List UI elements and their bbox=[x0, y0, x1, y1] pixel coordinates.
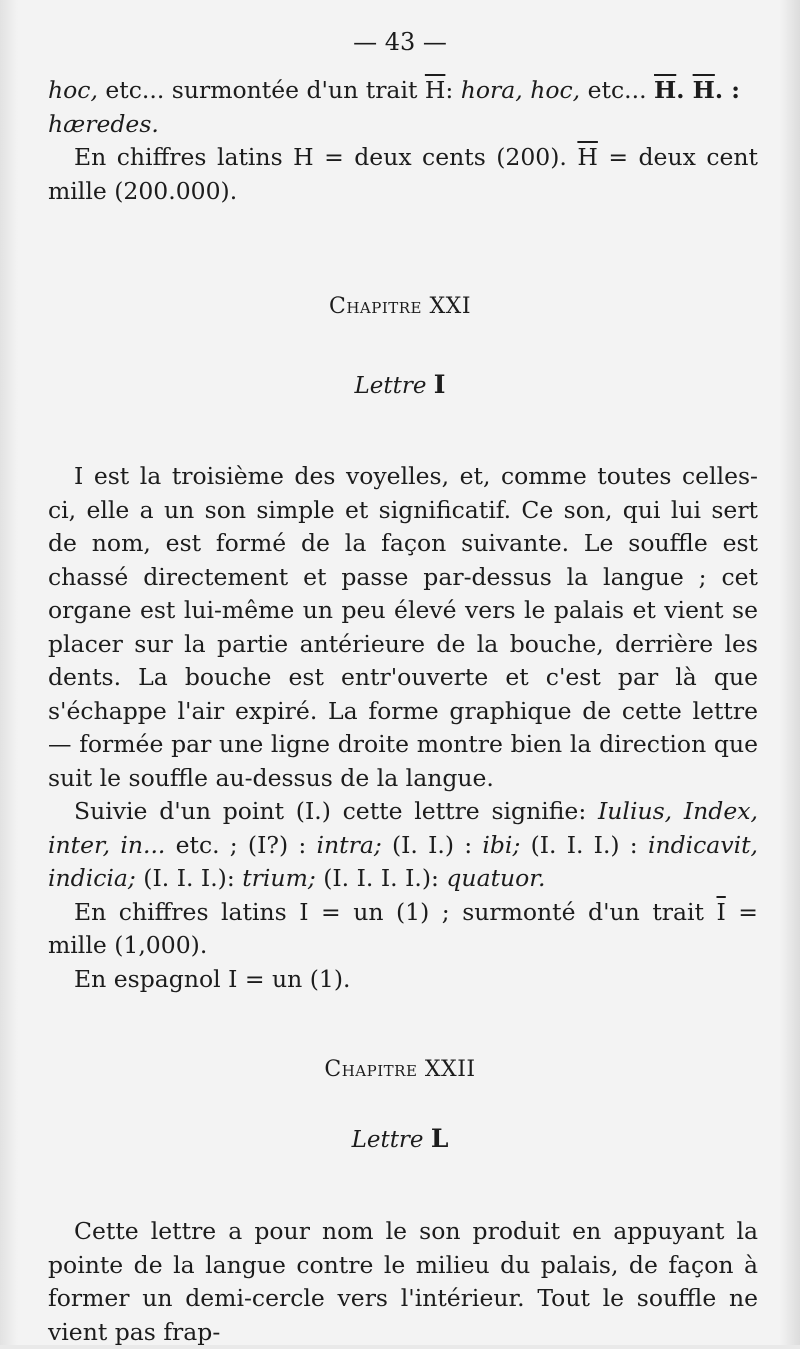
paragraph-h-continuation: hoc, etc... surmontée d'un trait $\overline{H}$: hora, hoc, etc... $\overline{H}$. $\overline{H}$. : hæredes. bbox=[48, 76, 740, 138]
paragraph-i-description: I est la troisième des voyelles, et, comme toutes celles-ci, elle a un son simple et significatif. Ce son, qui lui sert de nom, est formé de la façon suivante. Le souffle est chassé directement et passe par-dessus la langue ; cet organe est lui-même un peu élevé vers le palais et vient se placer sur la partie antérieure de la bouche, derrière les dents. La bouche est entr'ouverte et c'est par là que s'échappe l'air expiré. La forme graphique de cette lettre — formée par une ligne droite montre bien la direction que suit le souffle au-dessus de la langue. bbox=[48, 462, 758, 792]
chapter-heading-xxi: Chapitre XXI bbox=[328, 294, 472, 319]
paragraph-i-abbreviations: Suivie d'un point (I.) cette lettre signifie: Iulius, Index, inter, in... etc. ; (I?) : intra; (I. I.) : ibi; (I. I. I.) : indicavit, indicia; (I. I. I.): trium; (I. I. I. I.): quatuor. bbox=[48, 797, 759, 892]
section-letter-l bbox=[48, 1215, 758, 1349]
section-h-end bbox=[48, 74, 758, 208]
paragraph-i-numerals: En chiffres latins I = un (1) ; surmonté d'un trait $\overline{I}$ = mille (1,000). bbox=[48, 897, 758, 959]
page-number: — 43 — bbox=[353, 28, 447, 56]
letter-heading-i: Lettre I bbox=[354, 370, 446, 399]
paragraph-i-spanish: En espagnol I = un (1). bbox=[74, 964, 351, 993]
letter-heading-l: Lettre L bbox=[351, 1124, 449, 1153]
section-letter-i bbox=[48, 460, 758, 996]
paragraph-h-numerals: En chiffres latins H = deux cents (200). $\overline{H}$ = deux cent mille (200.000). bbox=[48, 143, 758, 205]
chapter-heading-xxii: Chapitre XXII bbox=[324, 1057, 476, 1082]
paragraph-l-description: Cette lettre a pour nom le son produit en appuyant la pointe de la langue contre le milieu du palais, de façon à former un demi-cercle vers l'intérieur. Tout le souffle ne vient pas frap- bbox=[48, 1217, 758, 1346]
